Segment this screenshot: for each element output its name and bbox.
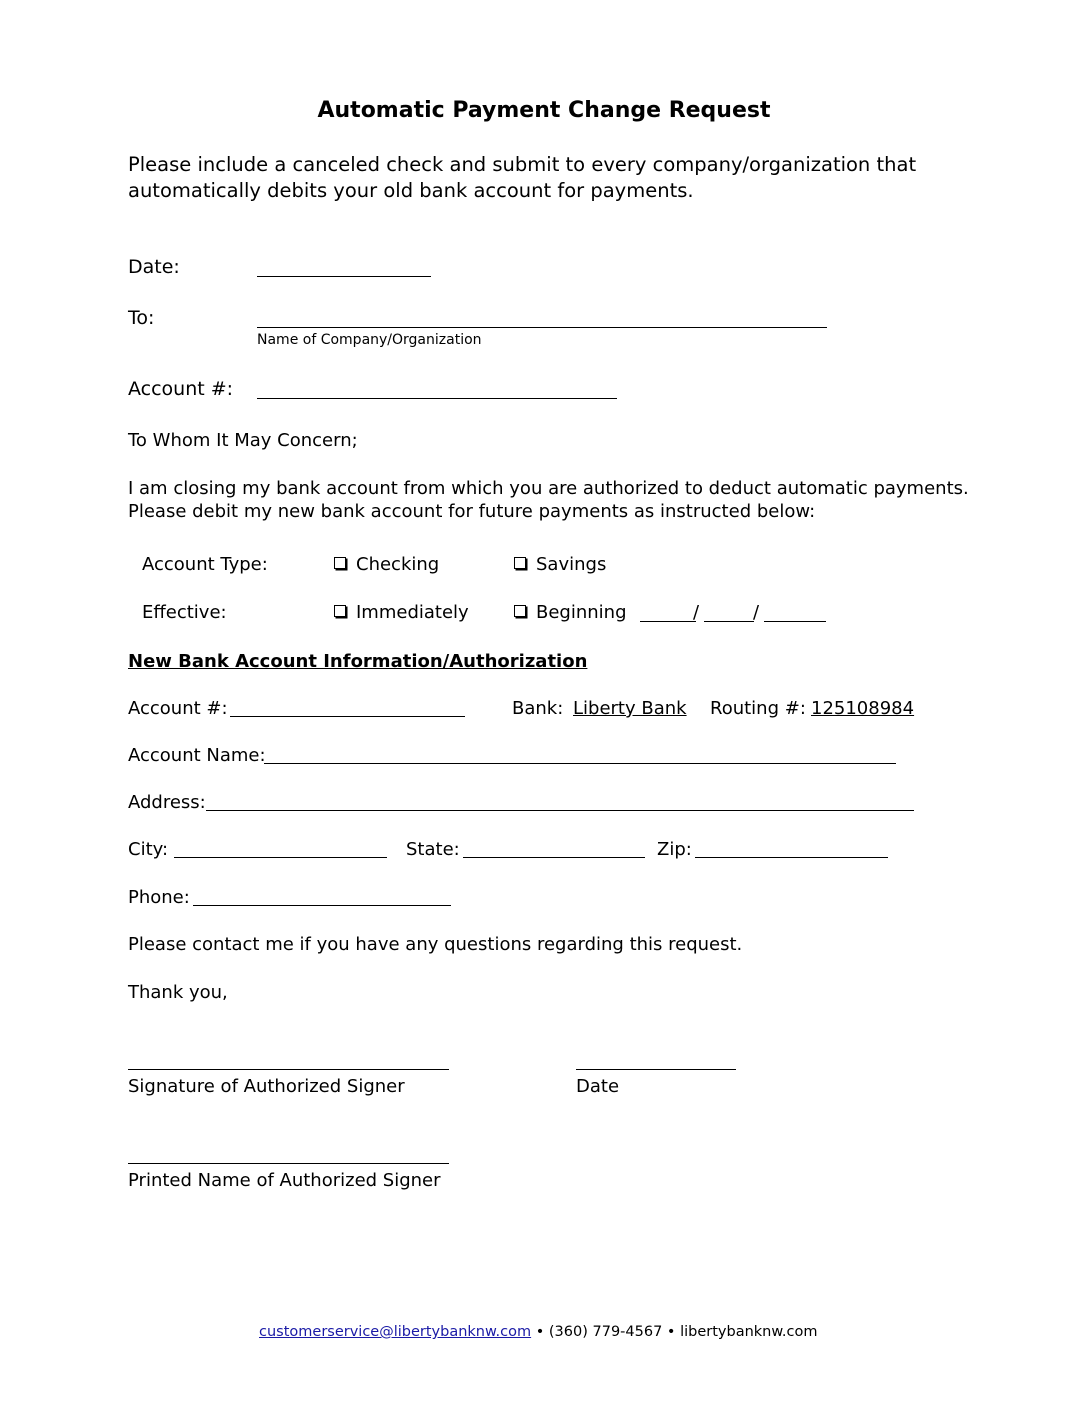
phone-label: Phone: bbox=[128, 887, 190, 908]
checking-label: Checking bbox=[356, 554, 440, 575]
address-field[interactable] bbox=[206, 810, 914, 811]
beginning-option[interactable] bbox=[514, 602, 627, 623]
footer-website: libertybanknw.com bbox=[680, 1324, 818, 1340]
begin-day-field[interactable] bbox=[704, 621, 754, 622]
routing-value: 125108984 bbox=[811, 698, 915, 719]
body-text bbox=[128, 477, 969, 523]
signature-date-line[interactable] bbox=[576, 1069, 736, 1070]
signature-date-caption: Date bbox=[576, 1076, 620, 1097]
savings-option[interactable] bbox=[514, 554, 606, 575]
new-account-field[interactable] bbox=[230, 716, 465, 717]
date-label: Date: bbox=[128, 256, 180, 278]
account-name-field[interactable] bbox=[264, 763, 896, 764]
date-field[interactable] bbox=[257, 276, 431, 277]
body-line-2: Please debit my new bank account for future payments as instructed below: bbox=[128, 501, 816, 522]
intro-line-2: automatically debits your old bank account for payments. bbox=[128, 179, 694, 202]
beginning-label: Beginning bbox=[536, 602, 627, 623]
email-link[interactable]: customerservice@libertybanknw.com bbox=[259, 1324, 532, 1340]
company-name-caption: Name of Company/Organization bbox=[257, 332, 482, 348]
footer-phone: (360) 779-4567 bbox=[548, 1324, 663, 1340]
bullet-separator: • bbox=[535, 1324, 545, 1340]
state-field[interactable] bbox=[463, 857, 645, 858]
checkbox-icon[interactable] bbox=[514, 605, 526, 617]
old-account-label: Account #: bbox=[128, 378, 234, 400]
bank-label: Bank: bbox=[512, 698, 564, 719]
signature-line[interactable] bbox=[128, 1069, 449, 1070]
immediately-label: Immediately bbox=[356, 602, 469, 623]
state-label: State: bbox=[406, 839, 460, 860]
section-heading: New Bank Account Information/Authorization bbox=[128, 651, 588, 672]
intro-text bbox=[128, 152, 916, 204]
savings-label: Savings bbox=[536, 554, 607, 575]
effective-label: Effective: bbox=[142, 602, 227, 623]
date-separator: / bbox=[753, 602, 760, 623]
checkbox-icon[interactable] bbox=[334, 605, 346, 617]
zip-field[interactable] bbox=[695, 857, 888, 858]
zip-label: Zip: bbox=[657, 839, 692, 860]
routing-label: Routing #: bbox=[710, 698, 806, 719]
date-separator: / bbox=[693, 602, 700, 623]
signature-caption: Signature of Authorized Signer bbox=[128, 1076, 405, 1097]
body-line-1: I am closing my bank account from which you are authorized to deduct automatic payments. bbox=[128, 478, 969, 499]
printed-name-caption: Printed Name of Authorized Signer bbox=[128, 1170, 441, 1191]
company-name-field[interactable] bbox=[257, 327, 827, 328]
checkbox-icon[interactable] bbox=[334, 557, 346, 569]
contact-text: Please contact me if you have any questions regarding this request. bbox=[128, 934, 743, 955]
page-title: Automatic Payment Change Request bbox=[317, 98, 771, 123]
checking-option[interactable] bbox=[334, 554, 439, 575]
bank-value: Liberty Bank bbox=[573, 698, 687, 719]
account-name-label: Account Name: bbox=[128, 745, 266, 766]
phone-field[interactable] bbox=[193, 905, 451, 906]
immediately-option[interactable] bbox=[334, 602, 469, 623]
thanks-text: Thank you, bbox=[128, 982, 228, 1003]
old-account-field[interactable] bbox=[257, 398, 617, 399]
city-label: City: bbox=[128, 839, 169, 860]
city-field[interactable] bbox=[174, 857, 387, 858]
to-label: To: bbox=[128, 307, 155, 329]
footer bbox=[259, 1324, 817, 1340]
begin-month-field[interactable] bbox=[640, 621, 696, 622]
begin-year-field[interactable] bbox=[764, 621, 826, 622]
greeting: To Whom It May Concern; bbox=[128, 430, 358, 451]
new-account-label: Account #: bbox=[128, 698, 228, 719]
bullet-separator: • bbox=[666, 1324, 676, 1340]
checkbox-icon[interactable] bbox=[514, 557, 526, 569]
intro-line-1: Please include a canceled check and submit to every company/organization that bbox=[128, 153, 917, 176]
account-type-label: Account Type: bbox=[142, 554, 268, 575]
address-label: Address: bbox=[128, 792, 206, 813]
printed-name-line[interactable] bbox=[128, 1163, 449, 1164]
